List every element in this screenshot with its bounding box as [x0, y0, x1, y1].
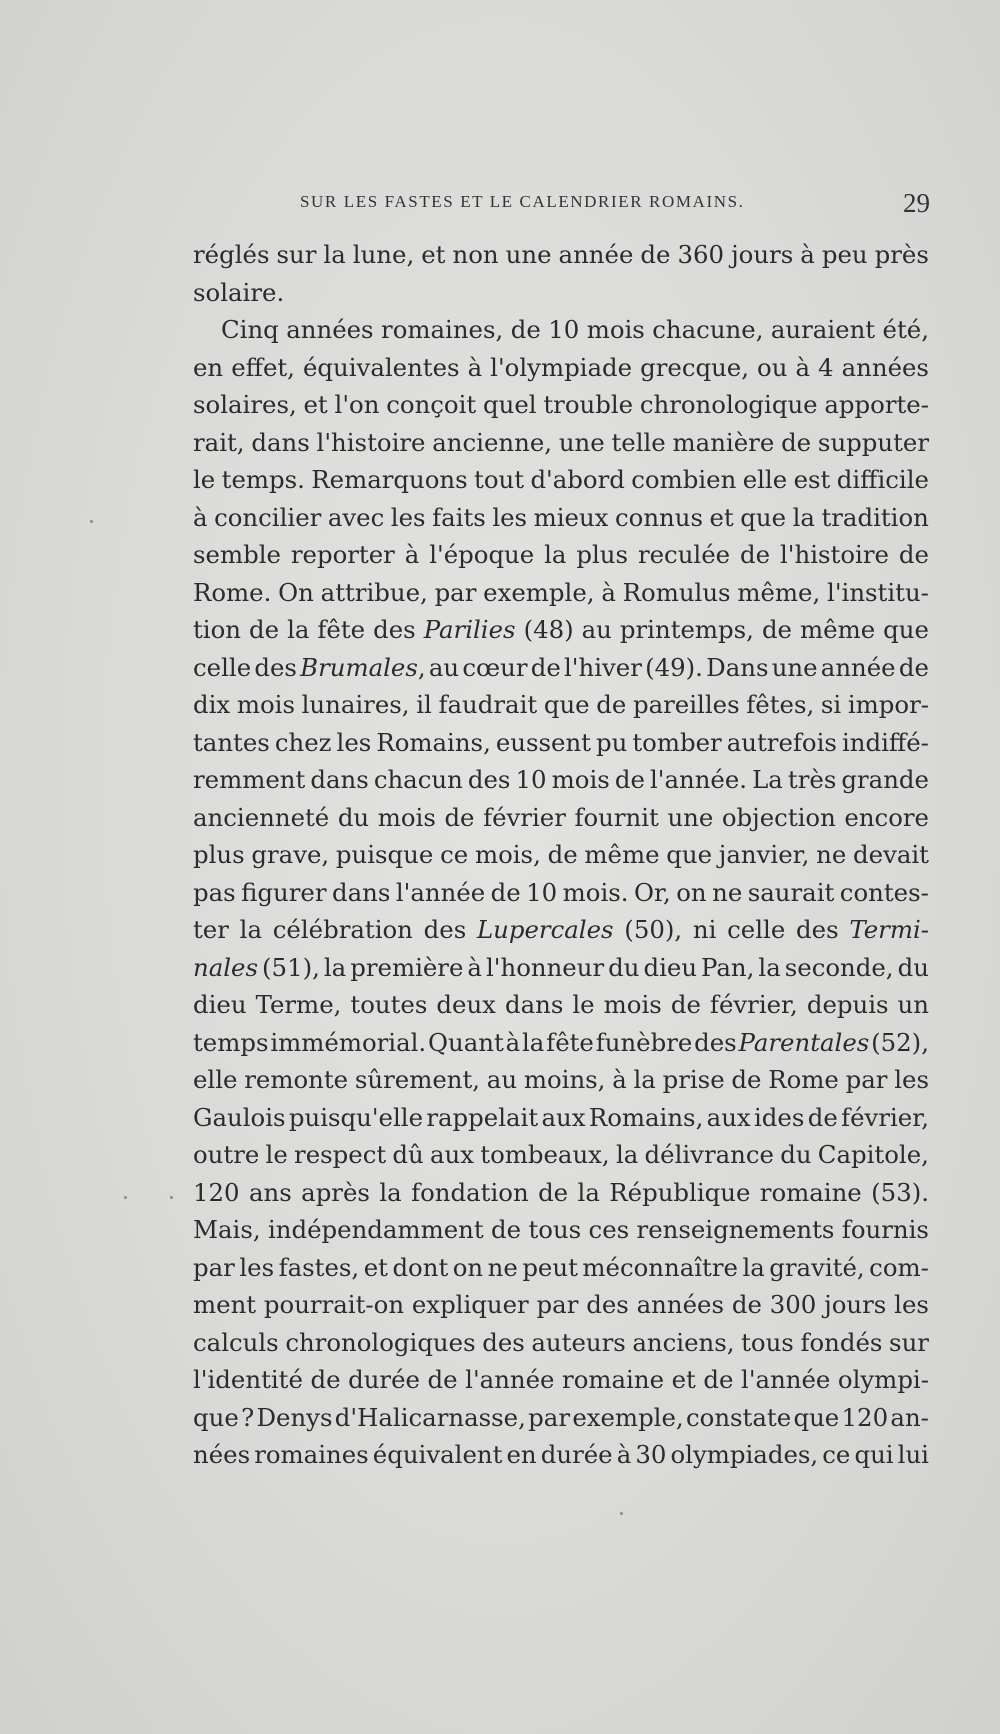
text-line: l'identité de durée de l'année romaine et de l'année olympi- [193, 1365, 929, 1394]
text-line: dieu Terme, toutes deux dans le mois de février, depuis un [193, 990, 929, 1019]
paper-speck [90, 520, 93, 523]
text-line: plus grave, puisque ce mois, de même que janvier, ne devait [193, 840, 929, 869]
text-line: par les fastes, et dont on ne peut méconnaître la gravité, com- [193, 1252, 929, 1282]
text-line: elle remonte sûrement, au moins, à la prise de Rome par les [193, 1065, 929, 1094]
text-line: celle des Brumales, au cœur de l'hiver (49). Dans une année de [193, 652, 929, 682]
text-line: remment dans chacun des 10 mois de l'année. La très grande [193, 765, 929, 794]
text-line: nales (51), la première à l'honneur du dieu Pan, la seconde, du [193, 952, 929, 982]
text-line: pas figurer dans l'année de 10 mois. Or, on ne saurait contes- [193, 877, 929, 907]
text-line: Rome. On attribue, par exemple, à Romulus même, l'institu- [193, 577, 929, 607]
paper-speck [620, 1512, 623, 1515]
text-line: Cinq années romaines, de 10 mois chacune, auraient été, [221, 315, 929, 344]
running-title: SUR LES FASTES ET LE CALENDRIER ROMAINS. [300, 192, 745, 211]
body-text [193, 236, 929, 1474]
text-line: Mais, indépendamment de tous ces renseignements fournis [193, 1215, 929, 1244]
text-line: nées romaines équivalent en durée à 30 olympiades, ce qui lui [193, 1440, 929, 1469]
text-line: solaire. [193, 277, 285, 307]
text-line: calculs chronologiques des auteurs anciens, tous fondés sur [193, 1327, 929, 1357]
text-line: temps immémorial. Quant à la fête funèbre des Parentales (52), [193, 1027, 929, 1057]
text-line: Gaulois puisqu'elle rappelait aux Romains, aux ides de février, [193, 1102, 929, 1132]
text-line: réglés sur la lune, et non une année de 360 jours à peu près [193, 240, 929, 269]
text-line: ter la célébration des Lupercales (50), ni celle des Termi- [193, 915, 929, 944]
text-line: le temps. Remarquons tout d'abord combien elle est difficile [193, 465, 929, 494]
text-line: tantes chez les Romains, eussent pu tomber autrefois indiffé- [193, 727, 929, 757]
text-line: ment pourrait-on expliquer par des années de 300 jours les [193, 1290, 929, 1319]
running-head [300, 188, 930, 222]
paper-speck [170, 1196, 173, 1199]
text-line: tion de la fête des Parilies (48) au printemps, de même que [193, 615, 929, 644]
text-line: ancienneté du mois de février fournit une objection encore [193, 802, 929, 832]
text-line: à concilier avec les faits les mieux connus et que la tradition [193, 502, 929, 532]
text-line: solaires, et l'on conçoit quel trouble chronologique apporte- [193, 390, 929, 419]
paper-speck [124, 1196, 127, 1199]
text-line: en effet, équivalentes à l'olympiade grecque, ou à 4 années [193, 352, 929, 382]
page-number: 29 [903, 188, 930, 218]
text-line: 120 ans après la fondation de la République romaine (53). [193, 1177, 929, 1207]
text-line: dix mois lunaires, il faudrait que de pareilles fêtes, si impor- [193, 690, 929, 719]
text-line: outre le respect dû aux tombeaux, la délivrance du Capitole, [193, 1140, 929, 1169]
text-line: semble reporter à l'époque la plus reculée de l'histoire de [193, 540, 929, 569]
text-line: que ? Denys d'Halicarnasse, par exemple, constate que 120 an- [193, 1402, 929, 1432]
text-line: rait, dans l'histoire ancienne, une telle manière de supputer [193, 427, 929, 457]
